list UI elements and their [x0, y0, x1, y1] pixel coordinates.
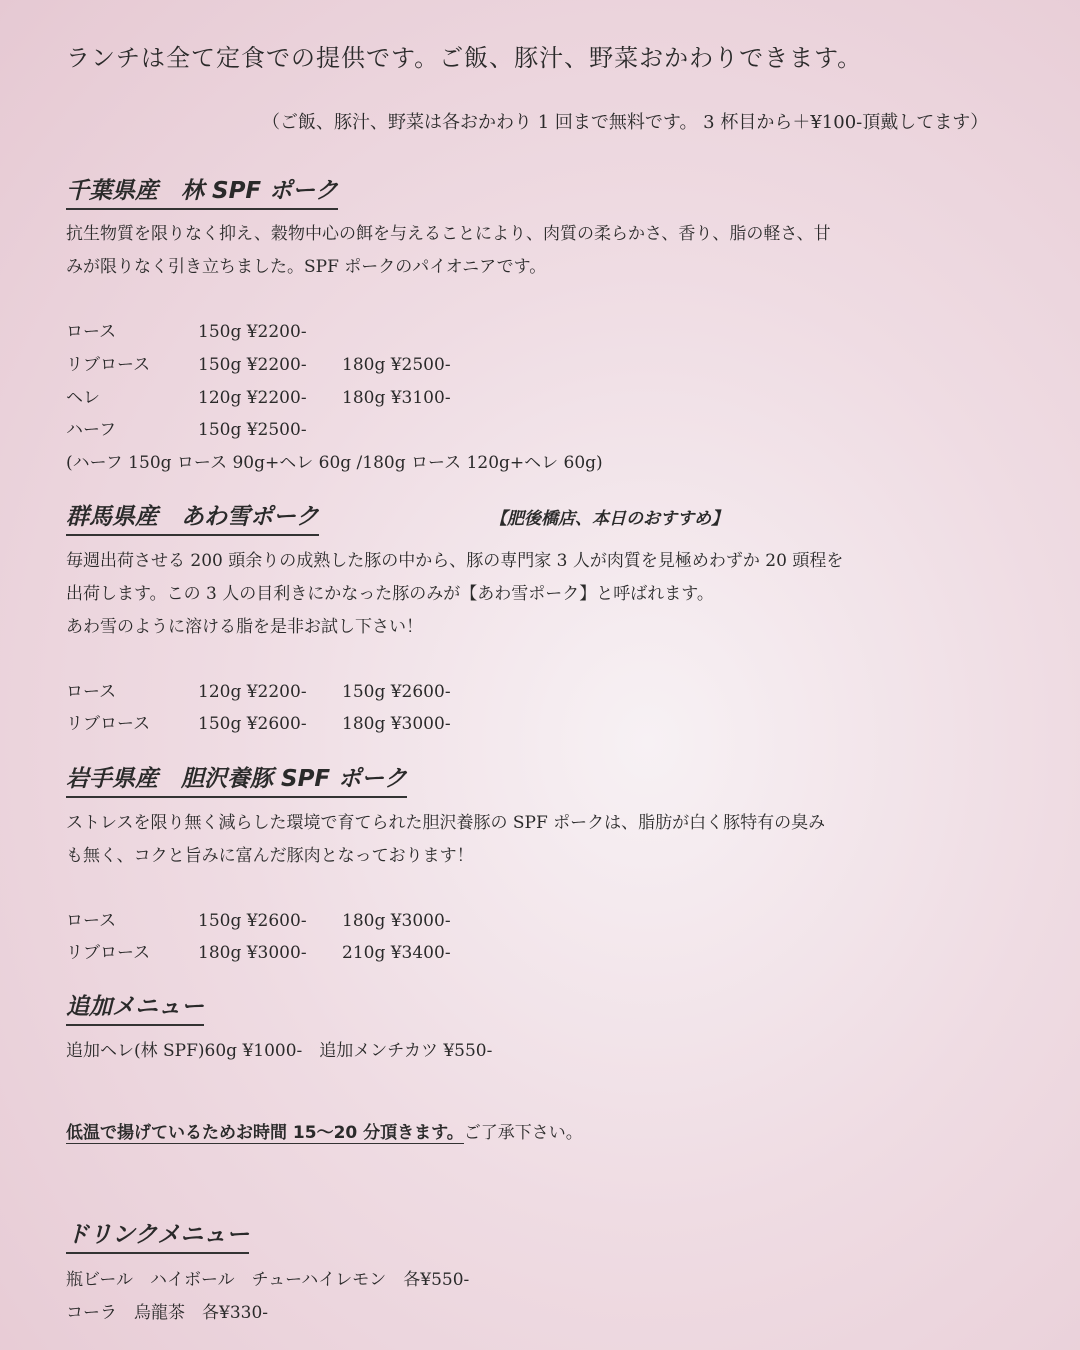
section-desc-gunma	[66, 545, 936, 644]
item-price: 180g ¥2500-	[342, 355, 451, 375]
item-name: ロース	[66, 911, 117, 931]
item-price: 150g ¥2200-	[198, 322, 307, 342]
refill-note: （ご飯、豚汁、野菜は各おかわり 1 回まで無料です。 3 杯目から＋¥100-頂戴してます）	[262, 112, 989, 133]
half-note: (ハーフ 150g ロース 90g+ヘレ 60g /180g ロース 120g+ヘレ 60g)	[66, 453, 603, 473]
item-price: 150g ¥2600-	[198, 714, 307, 734]
item-name: ロース	[66, 682, 117, 702]
intro-text: ランチは全て定食での提供です。ご飯、豚汁、野菜おかわりできます。	[66, 44, 863, 72]
cooking-time-rest: ご了承下さい。	[463, 1123, 583, 1143]
item-price: 180g ¥3000-	[342, 911, 451, 931]
item-price: 150g ¥2600-	[342, 682, 451, 702]
item-price: 120g ¥2200-	[198, 388, 307, 408]
section-desc-iwate	[66, 807, 936, 873]
cooking-time-note	[66, 1117, 583, 1150]
section-title-drinks: ドリンクメニュー	[66, 1216, 249, 1254]
item-name: リブロース	[66, 943, 151, 963]
item-price: 180g ¥3000-	[342, 714, 451, 734]
item-name: ロース	[66, 322, 117, 342]
desc-line: みが限りなく引き立ちました。SPF ポークのパイオニアです。	[66, 257, 547, 277]
desc-line: も無く、コクと旨みに富んだ豚肉となっております！	[66, 846, 474, 866]
item-price: 120g ¥2200-	[198, 682, 307, 702]
drink-line: 瓶ビール ハイボール チューハイレモン 各¥550-	[66, 1270, 470, 1290]
item-price: 150g ¥2600-	[198, 911, 307, 931]
item-price: 150g ¥2200-	[198, 355, 307, 375]
item-name: ヘレ	[66, 388, 100, 408]
drink-line: コーラ 烏龍茶 各¥330-	[66, 1303, 269, 1323]
item-name: リブロース	[66, 714, 151, 734]
desc-line: 抗生物質を限りなく抑え、穀物中心の餌を与えることにより、肉質の柔らかさ、香り、脂の軽さ、甘	[66, 224, 831, 244]
item-price: 150g ¥2500-	[198, 420, 307, 440]
section-desc-chiba	[66, 218, 936, 284]
section-title-extra: 追加メニュー	[66, 988, 204, 1026]
item-price: 180g ¥3000-	[198, 943, 307, 963]
item-price: 180g ¥3100-	[342, 388, 451, 408]
desc-line: ストレスを限り無く減らした環境で育てられた胆沢養豚の SPF ポークは、脂肪が白く豚特有の臭み	[66, 813, 826, 833]
extra-menu-line: 追加ヘレ(林 SPF)60g ¥1000- 追加メンチカツ ¥550-	[66, 1041, 493, 1061]
section-title-iwate: 岩手県産 胆沢養豚 SPF ポーク	[66, 760, 407, 798]
section-title-gunma: 群馬県産 あわ雪ポーク	[66, 498, 319, 536]
item-name: ハーフ	[66, 420, 117, 440]
cooking-time-strong: 低温で揚げているためお時間 15～20 分頂きます。ご了承下さい。	[66, 1123, 583, 1143]
recommend-badge: 【肥後橋店、本日のおすすめ】	[490, 509, 729, 529]
section-title-chiba: 千葉県産 林 SPF ポーク	[66, 172, 338, 210]
desc-line: 出荷します。この 3 人の目利きにかなった豚のみが【あわ雪ポーク】と呼ばれます。	[66, 584, 714, 604]
desc-line: あわ雪のように溶ける脂を是非お試し下さい！	[66, 617, 423, 637]
item-price: 210g ¥3400-	[342, 943, 451, 963]
desc-line: 毎週出荷させる 200 頭余りの成熟した豚の中から、豚の専門家 3 人が肉質を見極めわずか 20 頭程を	[66, 551, 844, 571]
item-name: リブロース	[66, 355, 151, 375]
